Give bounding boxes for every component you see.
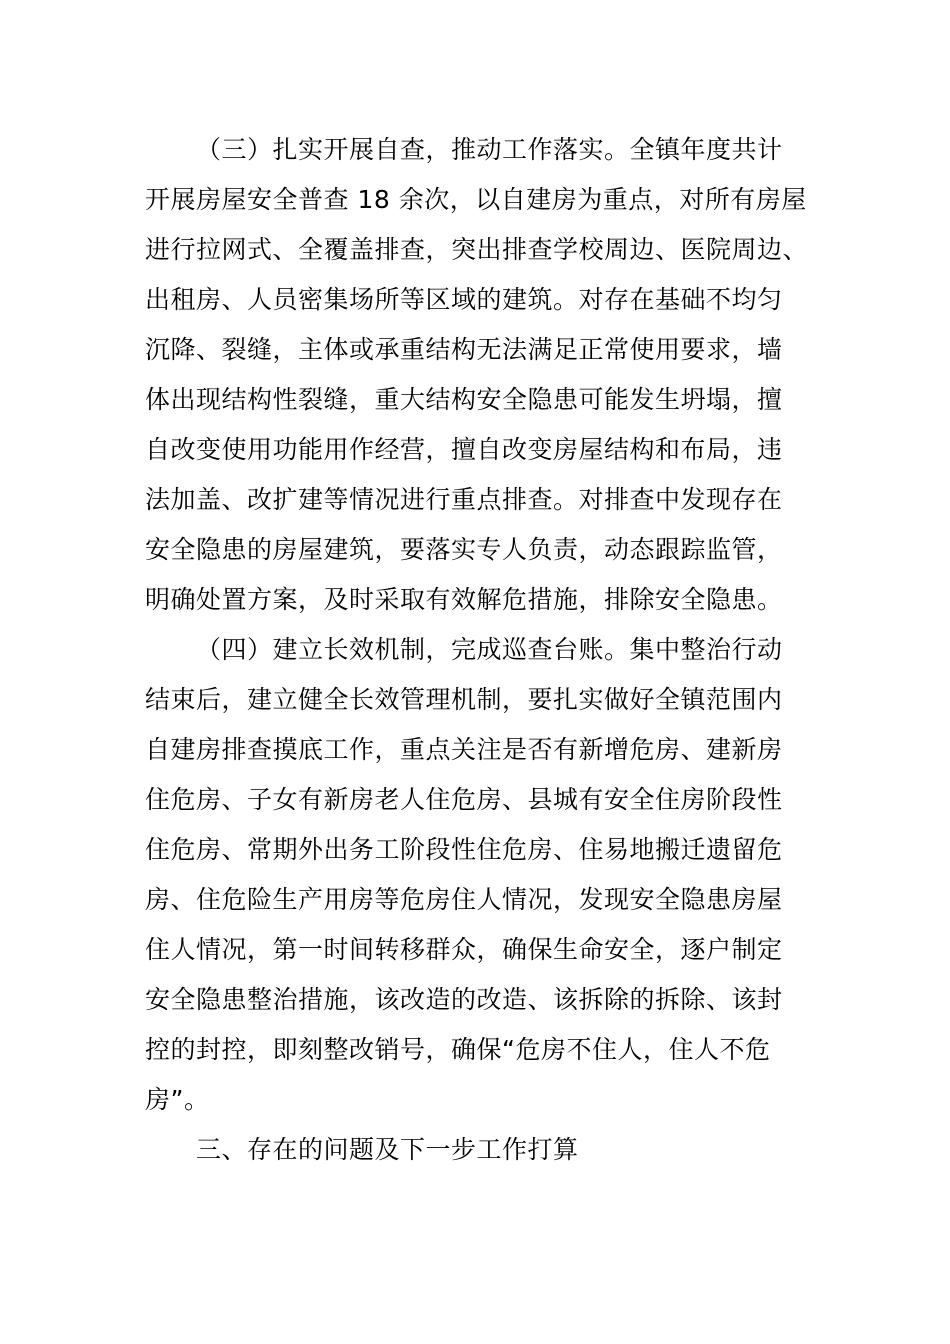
paragraph-3-line-2: 开展房屋安全普查 18 余次，以自建房为重点，对所有房屋 (145, 185, 807, 214)
paragraph-3-line-3: 进行拉网式、全覆盖排查，突出排查学校周边、医院周边、 (145, 235, 809, 264)
paragraph-4-line-5: 住危房、常期外出务工阶段性住危房、住易地搬迁遗留危 (145, 835, 783, 864)
paragraph-4-line-10: 房”。 (145, 1085, 210, 1114)
paragraph-4-line-7: 住人情况，第一时间转移群众，确保生命安全，逐户制定 (145, 935, 783, 964)
paragraph-3-line-9: 安全隐患的房屋建筑，要落实专人负责，动态跟踪监管， (145, 535, 783, 564)
paragraph-3-line-5: 沉降、裂缝，主体或承重结构无法满足正常使用要求，墙 (145, 335, 783, 364)
section-heading: 三、存在的问题及下一步工作打算 (196, 1135, 579, 1164)
paragraph-3-line-10: 明确处置方案，及时采取有效解危措施，排除安全隐患。 (145, 585, 783, 614)
paragraph-3-line-1: （三）扎实开展自查，推动工作落实。全镇年度共计 (196, 135, 783, 164)
paragraph-4-line-9: 控的封控，即刻整改销号，确保“危房不住人，住人不危 (145, 1035, 771, 1064)
paragraph-4-line-1: （四）建立长效机制，完成巡查台账。集中整治行动 (196, 635, 783, 664)
paragraph-3-line-4: 出租房、人员密集场所等区域的建筑。对存在基础不均匀 (145, 285, 783, 314)
paragraph-4-line-8: 安全隐患整治措施，该改造的改造、该拆除的拆除、该封 (145, 985, 783, 1014)
paragraph-4-line-6: 房、住危险生产用房等危房住人情况，发现安全隐患房屋 (145, 885, 783, 914)
paragraph-3-line-8: 法加盖、改扩建等情况进行重点排查。对排查中发现存在 (145, 485, 783, 514)
paragraph-4-line-4: 住危房、子女有新房老人住危房、县城有安全住房阶段性 (145, 785, 783, 814)
paragraph-3-line-7: 自改变使用功能用作经营，擅自改变房屋结构和布局，违 (145, 435, 783, 464)
paragraph-4-line-2: 结束后，建立健全长效管理机制，要扎实做好全镇范围内 (145, 685, 783, 714)
paragraph-4-line-3: 自建房排查摸底工作，重点关注是否有新增危房、建新房 (145, 735, 783, 764)
paragraph-3-line-6: 体出现结构性裂缝，重大结构安全隐患可能发生坍塌，擅 (145, 385, 783, 414)
